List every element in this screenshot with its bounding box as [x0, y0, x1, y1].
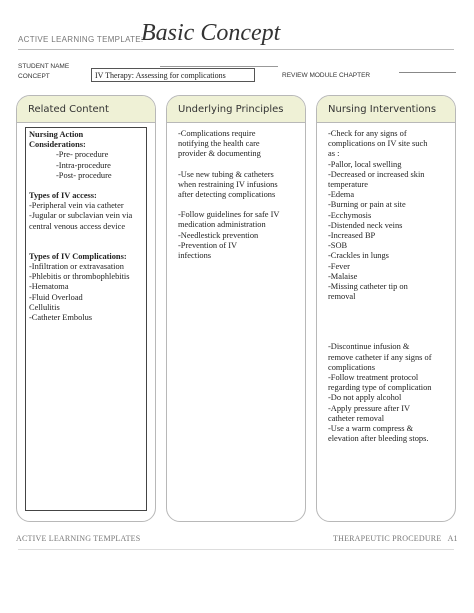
page-title: Basic Concept — [141, 20, 281, 46]
spacer — [29, 232, 143, 242]
list-item: -Jugular or subclavian vein via — [29, 211, 133, 221]
underlying-principles-text[interactable] — [173, 127, 299, 263]
list-item: -Post- procedure — [56, 170, 112, 180]
concept-label: CONCEPT — [18, 73, 50, 80]
list-item: -Decreased or increased skin — [328, 169, 425, 179]
list-item: -Peripheral vein via catheter — [29, 201, 124, 211]
list-item: Considerations: — [29, 140, 86, 150]
list-item: -Fever — [328, 261, 350, 271]
list-item: removal — [328, 292, 356, 302]
list-item: -Apply pressure after IV — [328, 403, 411, 413]
list-item: -Needlestick prevention — [178, 230, 259, 240]
list-item: -Complications require — [178, 129, 256, 138]
list-item: -Fluid Overload — [29, 292, 83, 302]
list-item: -Distended neck veins — [328, 220, 403, 230]
list-item: Nursing Action — [29, 130, 84, 139]
underlying-principles-heading: Underlying Principles — [167, 96, 305, 123]
nursing-interventions-text[interactable] — [323, 127, 449, 446]
list-item: -Do not apply alcohol — [328, 393, 402, 403]
list-item: catheter removal — [328, 413, 385, 423]
footer-procedure-label: THERAPEUTIC PROCEDURE A1 — [333, 534, 458, 543]
concept-field[interactable]: IV Therapy: Assessing for complications — [91, 68, 255, 82]
list-item: -Crackles in lungs — [328, 251, 389, 261]
list-item: -Hematoma — [29, 282, 69, 292]
spacer — [178, 200, 294, 210]
list-item: provider & documenting — [178, 149, 261, 159]
nursing-interventions-panel — [316, 95, 456, 522]
list-item: -Infiltration or extravasation — [29, 262, 124, 272]
list-item: -Check for any signs of — [328, 129, 407, 138]
list-item: Cellulitis — [29, 302, 60, 312]
footer-divider — [18, 549, 454, 550]
related-content-box[interactable] — [25, 127, 147, 511]
list-item: -Missing catheter tip on — [328, 282, 408, 292]
review-module-label: REVIEW MODULE CHAPTER — [282, 72, 371, 79]
list-item: -Follow treatment protocol — [328, 373, 419, 383]
list-item: infections — [178, 251, 212, 261]
list-item: -Ecchymosis — [328, 210, 372, 220]
spacer — [29, 181, 143, 191]
list-item: -SOB — [328, 241, 348, 251]
list-item: central venous access device — [29, 221, 126, 231]
list-item: -Pre- procedure — [56, 150, 109, 160]
list-item: after detecting complications — [178, 190, 276, 200]
list-item: temperature — [328, 180, 368, 190]
list-item: Types of IV Complications: — [29, 251, 127, 261]
related-content-heading: Related Content — [17, 96, 155, 123]
list-item: regarding type of complication — [328, 383, 432, 393]
related-content-panel — [16, 95, 156, 522]
list-item: -Edema — [328, 190, 355, 200]
list-item: complications — [328, 362, 375, 372]
list-item: -Pallor, local swelling — [328, 159, 402, 169]
list-item: when restraining IV infusions — [178, 179, 278, 189]
spacer — [29, 242, 143, 252]
header-divider — [18, 49, 454, 50]
list-item: -Use new tubing & catheters — [178, 169, 274, 179]
list-item: complications on IV site such — [328, 139, 428, 149]
footer-template-label: ACTIVE LEARNING TEMPLATES — [16, 534, 141, 543]
spacer — [178, 160, 294, 170]
nursing-interventions-heading: Nursing Interventions — [317, 96, 455, 123]
list-item: -Increased BP — [328, 231, 376, 241]
list-item: notifying the health care — [178, 139, 260, 149]
list-item: -Use a warm compress & — [328, 424, 414, 434]
review-module-field[interactable] — [399, 72, 456, 73]
list-item: -Phlebitis or thrombophlebitis — [29, 272, 130, 282]
list-item: -Catheter Embolus — [29, 313, 93, 323]
list-item: elevation after bleeding stops. — [328, 434, 429, 444]
underlying-principles-panel — [166, 95, 306, 522]
list-item: medication administration — [178, 220, 266, 230]
list-item: remove catheter if any signs of — [328, 352, 432, 362]
student-name-field[interactable] — [160, 66, 278, 67]
spacer — [328, 302, 444, 342]
list-item: as : — [328, 149, 340, 159]
list-item: -Malaise — [328, 271, 358, 281]
list-item: -Burning or pain at site — [328, 200, 406, 210]
list-item: -Follow guidelines for safe IV — [178, 210, 280, 220]
template-label: ACTIVE LEARNING TEMPLATE: — [18, 35, 144, 44]
list-item: -Prevention of IV — [178, 240, 238, 250]
list-item: -Discontinue infusion & — [328, 342, 410, 352]
student-name-label: STUDENT NAME — [18, 63, 70, 70]
list-item: Types of IV access: — [29, 191, 97, 201]
list-item: -Intra-procedure — [56, 160, 111, 170]
